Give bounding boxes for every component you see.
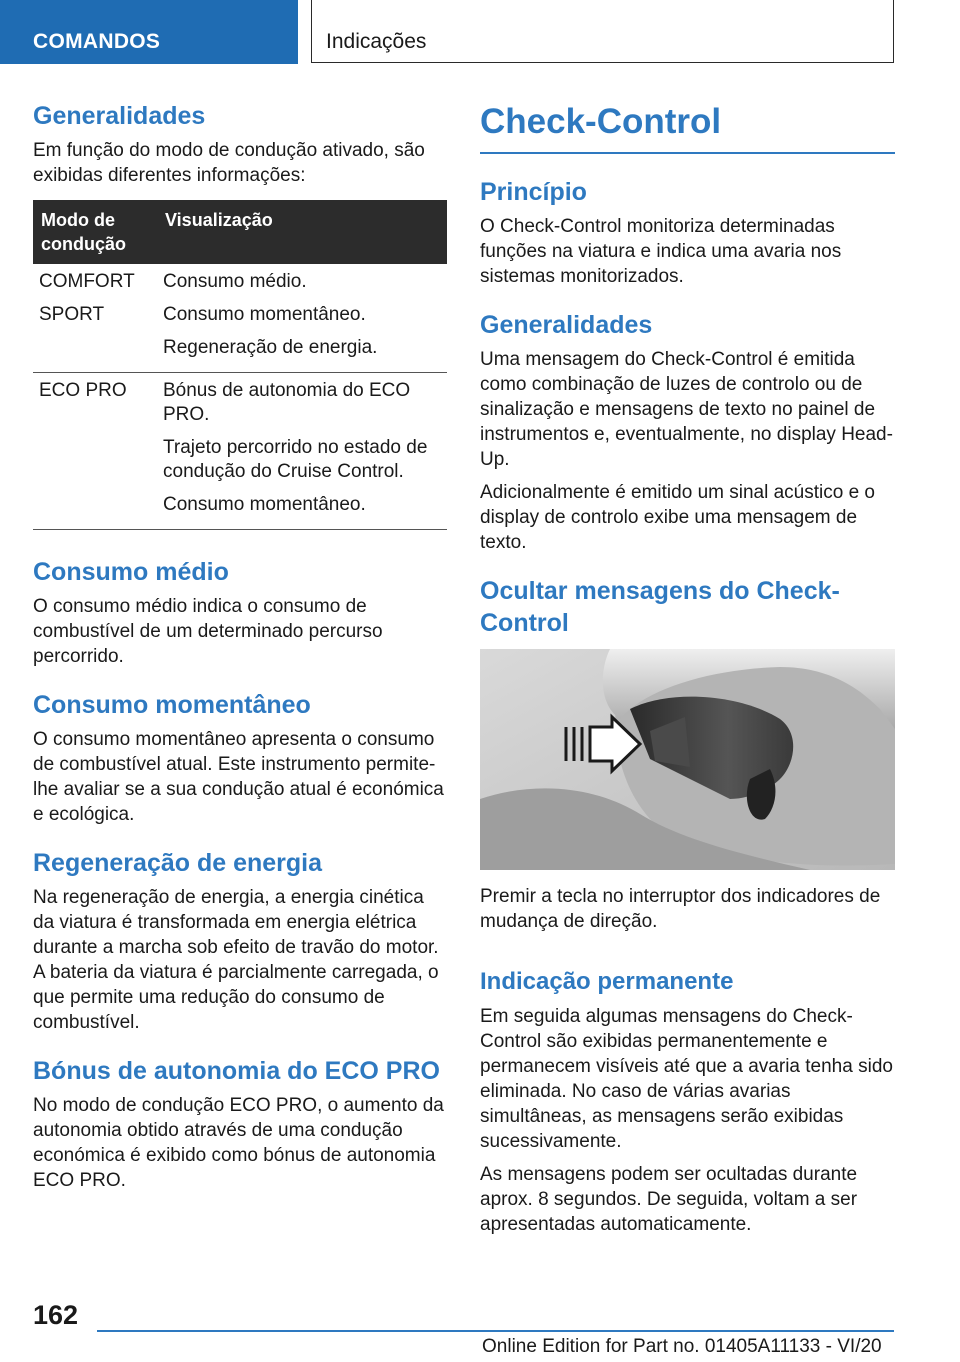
generalidades-right-text1: Uma mensagem do Check-Control é emitida como combinação de luzes de controlo ou de sinalização e mensagens de texto no painel de instrumentos e, eventualmente, no display Head-Up. (480, 349, 893, 470)
table-header-mode: Modo de condução (33, 200, 157, 264)
mode-cell: COMFORT (39, 271, 135, 292)
display-cell: Consumo médio. (163, 271, 307, 292)
section-label: COMANDOS (33, 30, 161, 53)
display-cell: Regeneração de energia. (163, 337, 378, 358)
consumo-momentaneo-heading: Consumo momentâneo (33, 691, 311, 719)
footer-divider (97, 1330, 894, 1332)
table-row (33, 373, 447, 530)
principio-heading: Princípio (480, 178, 587, 206)
edition-note: Online Edition for Part no. 01405A11133 - VI/20 (482, 1336, 882, 1357)
ocultar-caption: Premir a tecla no interruptor dos indicadores de mudança de direção. (480, 886, 881, 932)
section-tab (0, 0, 298, 64)
consumo-momentaneo-text: O consumo momentâneo apresenta o consumo de combustível atual. Este instrumento permite-lhe avaliar se a sua condução atual é económica e ecológica. (33, 729, 444, 825)
table-row (33, 264, 447, 373)
topic-label: Indicações (326, 30, 427, 53)
mode-cell: SPORT (39, 304, 105, 325)
display-cell: Trajeto percorrido no estado de condução do Cruise Control. (163, 437, 428, 482)
permanente-text2: As mensagens podem ser ocultadas durante aprox. 8 segundos. De seguida, voltam a ser apresentadas automaticamente. (480, 1164, 858, 1235)
driving-mode-table (33, 200, 447, 530)
display-cell: Bónus de autonomia do ECO PRO. (163, 380, 411, 425)
left-column (33, 100, 447, 1201)
bonus-heading: Bónus de autonomia do ECO PRO (33, 1057, 440, 1085)
generalidades-heading: Generalidades (33, 102, 206, 130)
turn-signal-switch-illustration (480, 649, 895, 870)
permanente-heading: Indicação permanente (480, 968, 734, 995)
principio-text: O Check-Control monitoriza determinadas funções na viatura e indica uma avaria nos sistemas monitorizados. (480, 216, 842, 287)
display-cell: Consumo momentâneo. (163, 304, 366, 325)
generalidades-right-text2: Adicionalmente é emitido um sinal acústico e o display de controlo exibe uma mensagem de texto. (480, 482, 875, 553)
topic-box (311, 0, 894, 63)
mode-cell: ECO PRO (39, 380, 127, 401)
ocultar-heading: Ocultar mensagens do Check-Control (480, 577, 840, 637)
generalidades-text: Em função do modo de condução ativado, são exibidas diferentes informações: (33, 140, 425, 186)
regeneracao-text: Na regeneração de energia, a energia cinética da viatura é transformada em energia elétrica durante a marcha sob efeito de travão do motor. A bateria da viatura é parcialmente carregada, o que permite uma redução do consumo de combustível. (33, 887, 439, 1033)
display-cell: Consumo momentâneo. (163, 494, 366, 515)
bonus-text: No modo de condução ECO PRO, o aumento da autonomia obtido através de uma condução económica é exibido como bónus de autonomia ECO PRO. (33, 1095, 444, 1191)
table-header-display: Visualização (157, 200, 447, 264)
page-title: Check-Control (480, 100, 895, 154)
generalidades-right-heading: Generalidades (480, 311, 653, 339)
permanente-text1: Em seguida algumas mensagens do Check-Control são exibidas permanentemente e permanecem visíveis até que a avaria tenha sido eliminada. No caso de várias avarias simultâneas, as mensagens serão exibidas sucessivamente. (480, 1006, 893, 1152)
consumo-medio-text: O consumo médio indica o consumo de combustível de um determinado percurso percorrido. (33, 596, 383, 667)
regeneracao-heading: Regeneração de energia (33, 849, 323, 877)
consumo-medio-heading: Consumo médio (33, 558, 229, 586)
page-number: 162 (33, 1300, 79, 1330)
right-column (480, 100, 895, 1245)
